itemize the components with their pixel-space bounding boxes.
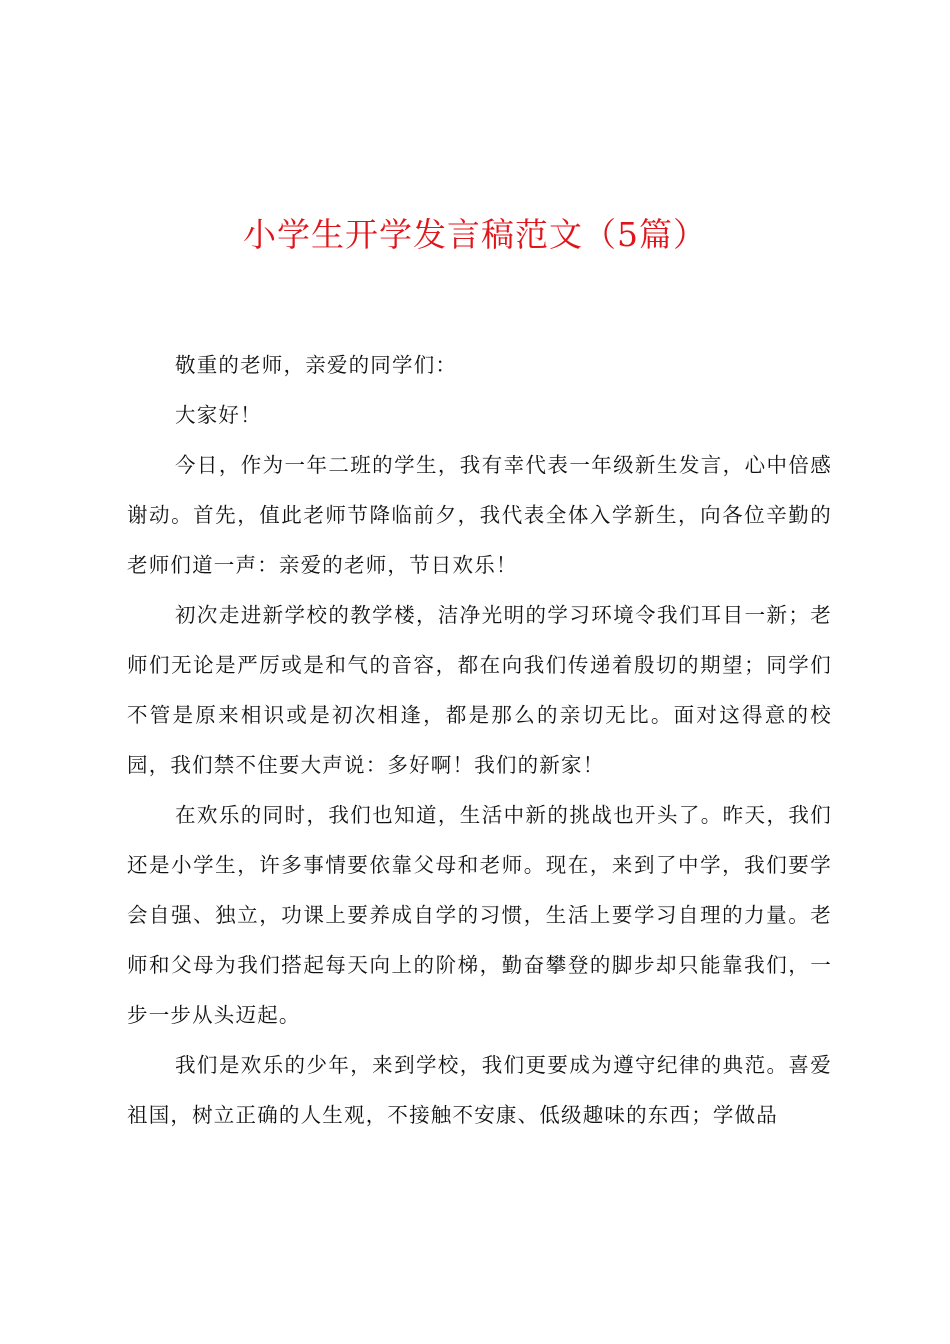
paragraph-introduction: 今日，作为一年二班的学生，我有幸代表一年级新生发言，心中倍感谢动。首先，值此老师节降临前夕，我代表全体入学新生，向各位辛勤的老师们道一声：亲爱的老师，节日欢乐！: [127, 453, 832, 577]
paragraph-new-challenges: 在欢乐的同时，我们也知道，生活中新的挑战也开头了。昨天，我们还是小学生，许多事情要依靠父母和老师。现在，来到了中学，我们要学会自强、独立，功课上要养成自学的习惯，生活上要学习自理的力量。老师和父母为我们搭起每天向上的阶梯，勤奋攀登的脚步却只能靠我们，一步一步从头迈起。: [127, 803, 832, 1027]
paragraph-discipline: 我们是欢乐的少年，来到学校，我们更要成为遵守纪律的典范。喜爱祖国，树立正确的人生观，不接触不安康、低级趣味的东西；学做品: [127, 1053, 832, 1127]
paragraph-new-school: 初次走进新学校的教学楼，洁净光明的学习环境令我们耳目一新；老师们无论是严厉或是和气的音容，都在向我们传递着殷切的期望；同学们不管是原来相识或是初次相逢，都是那么的亲切无比。面对这得意的校园，我们禁不住要大声说：多好啊！我们的新家！: [127, 603, 832, 777]
paragraph-salutation: 敬重的老师，亲爱的同学们：: [175, 353, 458, 377]
paragraph-greeting: 大家好！: [175, 403, 262, 427]
document-body: [127, 340, 832, 1140]
document-title: 小学生开学发言稿范文（5篇）: [243, 215, 707, 254]
